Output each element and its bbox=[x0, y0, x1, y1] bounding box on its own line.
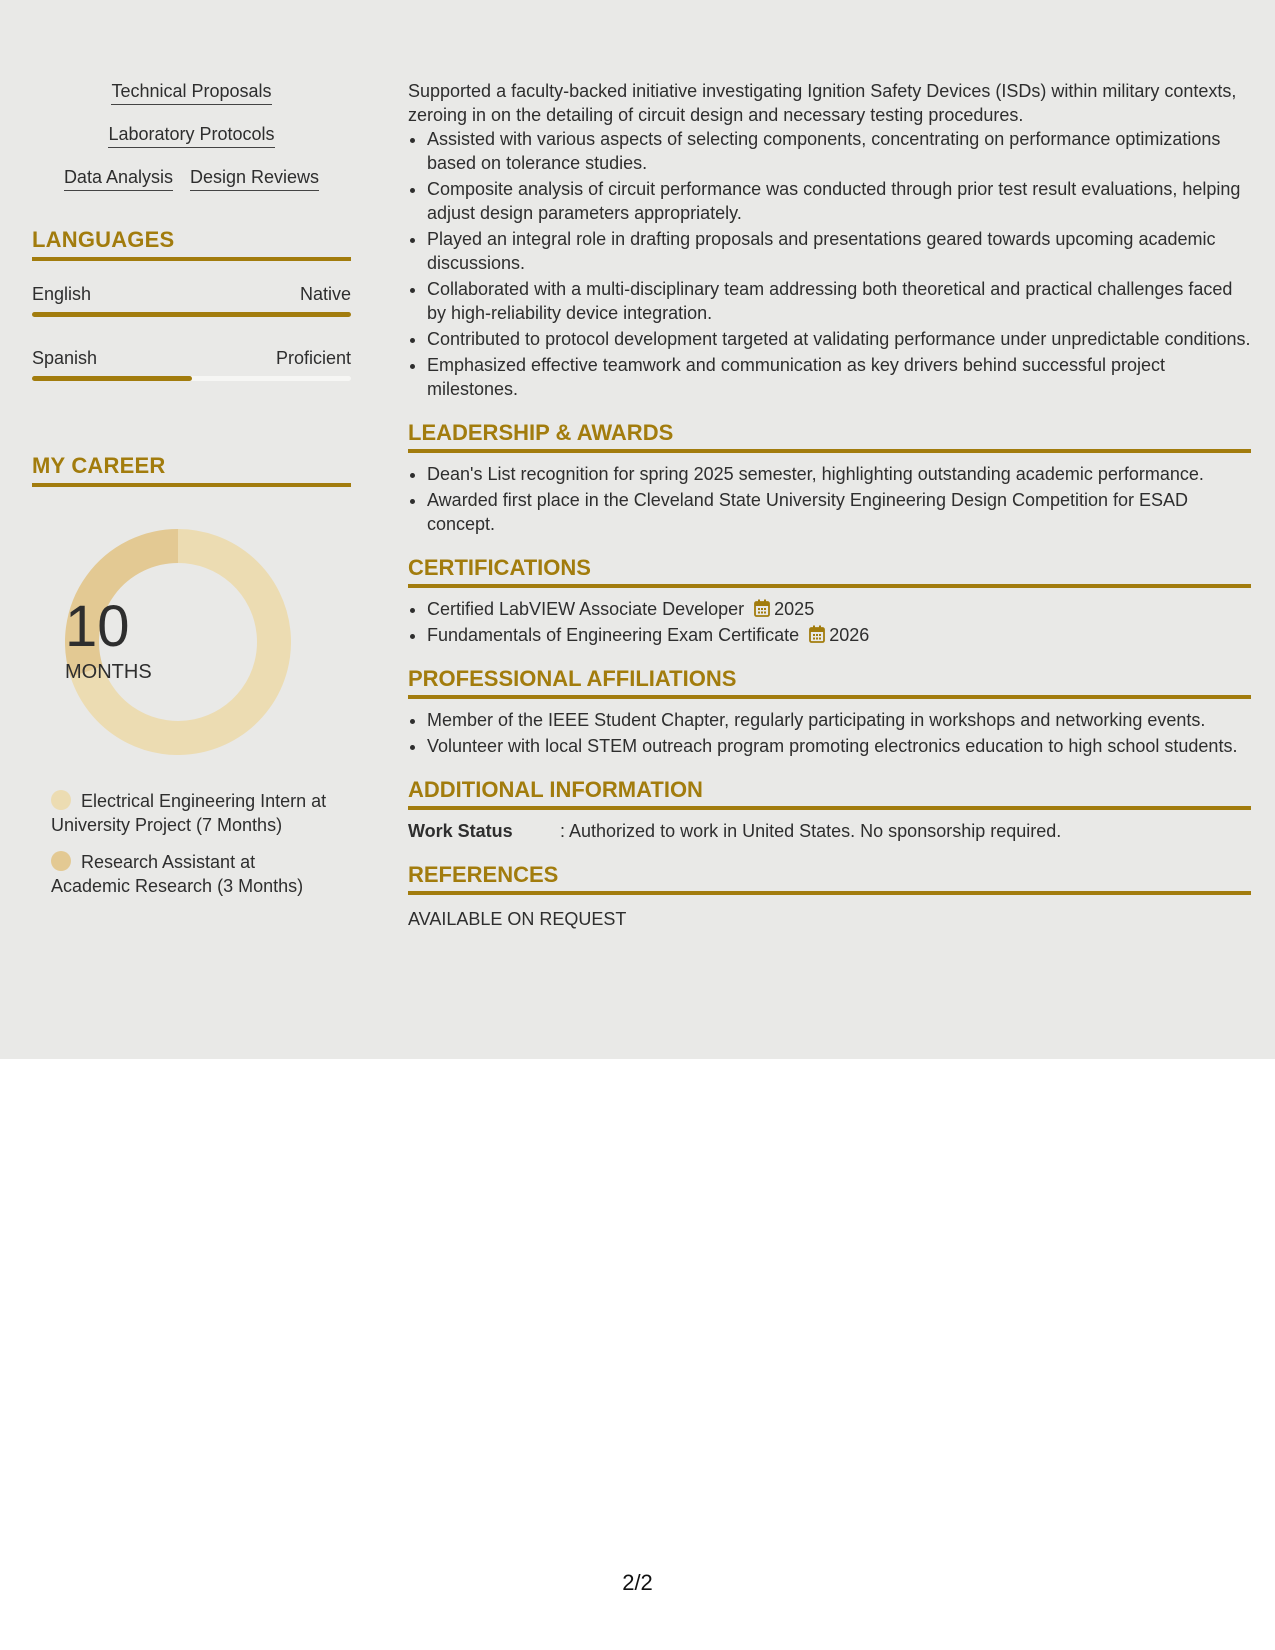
list-item: • Emphasized effective teamwork and communication as key drivers behind successful project milestones. bbox=[427, 353, 1251, 401]
language-level: Proficient bbox=[275, 348, 351, 368]
language-bar-fill bbox=[32, 376, 192, 381]
page-number: 2/2 bbox=[622, 1570, 653, 1595]
skill-tag: Design Reviews bbox=[190, 166, 319, 191]
certification-item bbox=[427, 623, 1251, 647]
certification-item bbox=[427, 597, 1251, 621]
language-level: Native bbox=[299, 284, 351, 304]
main-content bbox=[408, 79, 1251, 931]
experience-intro: Supported a faculty-backed initiative investigating Ignition Safety Devices (ISDs) within military contexts, zeroing in on the detailing of circuit design and necessary testing procedures. bbox=[408, 81, 1237, 125]
skills-row bbox=[32, 123, 351, 148]
experience-bullets bbox=[408, 127, 1251, 401]
references-heading: REFERENCES bbox=[408, 862, 1251, 895]
language-item bbox=[32, 347, 351, 381]
legend-item bbox=[51, 789, 331, 837]
career-total-unit: MONTHS bbox=[65, 661, 152, 683]
skills-row bbox=[32, 166, 351, 191]
list-item: • Awarded first place in the Cleveland State University Engineering Design Competition for ESAD concept. bbox=[427, 488, 1251, 536]
list-item: • Played an integral role in drafting proposals and presentations geared towards upcoming academic discussions. bbox=[427, 227, 1251, 275]
skills-row bbox=[32, 80, 351, 105]
list-item: • Volunteer with local STEM outreach program promoting electronics education to high school students. bbox=[427, 734, 1251, 758]
affiliations-heading: PROFESSIONAL AFFILIATIONS bbox=[408, 666, 1251, 699]
certifications-heading: CERTIFICATIONS bbox=[408, 555, 1251, 588]
career-heading: MY CAREER bbox=[32, 453, 351, 487]
affiliations-list bbox=[408, 708, 1251, 758]
list-item: • Assisted with various aspects of selecting components, concentrating on performance optimizations based on tolerance studies. bbox=[427, 127, 1251, 175]
list-item: • Dean's List recognition for spring 2025 semester, highlighting outstanding academic performance. bbox=[427, 462, 1251, 486]
legend-swatch bbox=[51, 790, 71, 810]
additional-info-heading: ADDITIONAL INFORMATION bbox=[408, 777, 1251, 810]
work-status-label: Work Status bbox=[408, 821, 513, 841]
languages-heading: LANGUAGES bbox=[32, 227, 351, 261]
list-item: • Member of the IEEE Student Chapter, regularly participating in workshops and networking events. bbox=[427, 708, 1251, 732]
calendar-icon bbox=[809, 625, 825, 643]
work-status-row bbox=[408, 819, 1251, 843]
list-item: • Contributed to protocol development targeted at validating performance under unpredictable conditions. bbox=[427, 327, 1251, 351]
certification-name: Certified LabVIEW Associate Developer bbox=[427, 599, 745, 619]
calendar-icon bbox=[754, 599, 770, 617]
references-text: AVAILABLE ON REQUEST bbox=[408, 909, 627, 929]
legend-item bbox=[51, 850, 331, 898]
skills-list bbox=[32, 80, 351, 191]
certification-name: Fundamentals of Engineering Exam Certificate bbox=[427, 625, 800, 645]
skill-tag: Data Analysis bbox=[64, 166, 173, 191]
legend-label: Research Assistant at Academic Research (3 Months) bbox=[51, 852, 304, 896]
sidebar bbox=[32, 80, 351, 911]
certifications-list bbox=[408, 597, 1251, 647]
leadership-heading: LEADERSHIP & AWARDS bbox=[408, 420, 1251, 453]
certification-year: 2025 bbox=[774, 599, 815, 619]
legend-swatch bbox=[51, 851, 71, 871]
language-bar-fill bbox=[32, 312, 351, 317]
career-total-value: 10 bbox=[65, 594, 130, 659]
skill-tag: Laboratory Protocols bbox=[108, 123, 274, 148]
language-bar bbox=[32, 376, 351, 381]
language-bar bbox=[32, 312, 351, 317]
list-item: • Composite analysis of circuit performance was conducted through prior test result evaluations, helping adjust design parameters appropriately. bbox=[427, 177, 1251, 225]
work-status-value: : Authorized to work in United States. No sponsorship required. bbox=[560, 821, 1062, 841]
career-legend bbox=[51, 789, 331, 898]
career-donut-chart bbox=[65, 529, 291, 755]
language-name: English bbox=[32, 284, 92, 304]
legend-label: Electrical Engineering Intern at University Project (7 Months) bbox=[51, 791, 327, 835]
list-item: • Collaborated with a multi-disciplinary team addressing both theoretical and practical challenges faced by high-reliability device integration. bbox=[427, 277, 1251, 325]
certification-year: 2026 bbox=[829, 625, 870, 645]
skill-tag: Technical Proposals bbox=[111, 80, 271, 105]
language-item bbox=[32, 283, 351, 317]
language-name: Spanish bbox=[32, 348, 98, 368]
leadership-list bbox=[408, 462, 1251, 536]
